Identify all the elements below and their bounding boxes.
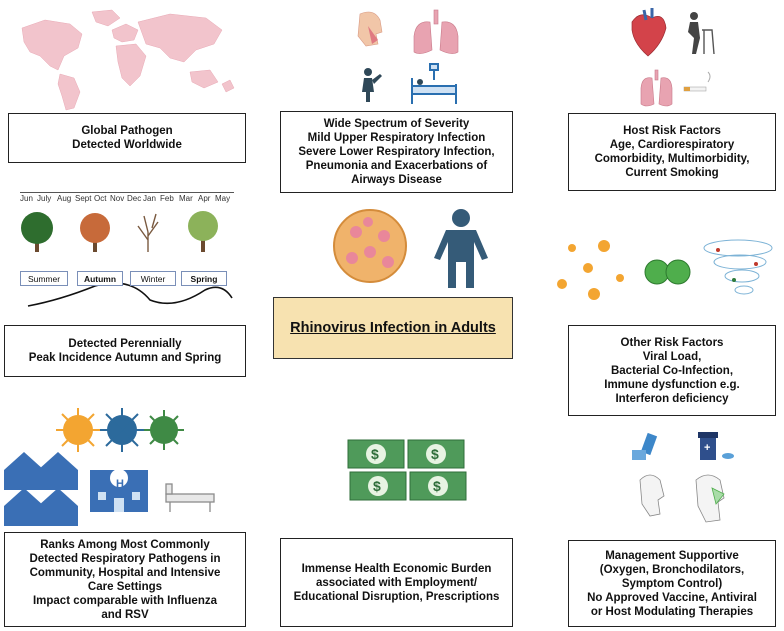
head-profile-icon — [358, 12, 382, 46]
smoker-lungs-icon — [641, 70, 672, 106]
coughing-person-icon — [362, 68, 382, 102]
autumn-tree-icon — [80, 213, 110, 252]
month-label: Mar — [179, 194, 193, 203]
viral-particles-icon — [557, 240, 624, 300]
other-risk-box: Other Risk Factors Viral Load, Bacterial Co-Infection, Immune dysfunction e.g. Interferon deficiency — [568, 325, 776, 416]
perennial-box: Detected Perennially Peak Incidence Autumn and Spring — [4, 325, 246, 377]
orange-virus-icon — [56, 408, 100, 452]
dollar-sign-1: $ — [371, 446, 379, 462]
houses-icon — [4, 452, 78, 526]
bacteria-icon — [645, 260, 690, 284]
month-label: Nov — [110, 194, 125, 203]
summer-tree-icon — [21, 212, 53, 252]
rhinovirus-icon — [334, 210, 406, 282]
month-label: Jun — [20, 194, 33, 203]
season-winter: Winter — [130, 271, 176, 286]
season-autumn: Autumn — [77, 271, 123, 286]
blue-virus-icon — [100, 408, 144, 452]
month-label: May — [215, 194, 231, 203]
month-label: Feb — [160, 194, 174, 203]
month-label: Jan — [143, 194, 156, 203]
season-summer: Summer — [20, 271, 68, 286]
season-spring: Spring — [181, 271, 227, 286]
world-map-icon — [22, 10, 234, 110]
ranks-box: Ranks Among Most Commonly Detected Respiratory Pathogens in Community, Hospital and Intensive Care Settings Impact comparable with Influenza and RSV — [4, 532, 246, 627]
heart-icon — [632, 8, 666, 56]
dollar-sign-2: $ — [431, 446, 439, 462]
month-label: Dec — [127, 194, 142, 203]
winter-tree-icon — [138, 214, 158, 252]
month-label: Oct — [94, 194, 107, 203]
dollar-sign-3: $ — [373, 478, 381, 494]
center-title-box: Rhinovirus Infection in Adults — [273, 297, 513, 359]
oxygen-mask-icon — [696, 475, 724, 522]
month-label: Sept — [75, 194, 92, 203]
plus-sign: + — [704, 442, 711, 454]
inhaler-icon — [632, 433, 657, 460]
cigarette-icon — [684, 72, 710, 91]
host-risk-box: Host Risk Factors Age, Cardiorespiratory Comorbidity, Multimorbidity, Current Smoking — [568, 113, 776, 191]
global-pathogen-box: Global Pathogen Detected Worldwide — [8, 113, 246, 163]
patient-profile-icon — [640, 475, 664, 516]
month-label: Apr — [198, 194, 211, 203]
hospital-building-icon — [90, 469, 148, 512]
management-box: Management Supportive (Oxygen, Bronchodilators, Symptom Control) No Approved Vaccine, Antiviral or Host Modulating Therapies — [568, 540, 776, 627]
money-bills-icon — [348, 440, 466, 500]
dollar-sign-4: $ — [433, 478, 441, 494]
month-label: Aug — [57, 194, 72, 203]
green-virus-icon — [144, 410, 184, 450]
icu-bed-icon — [166, 484, 214, 512]
months-timeline — [20, 192, 234, 207]
economic-burden-box: Immense Health Economic Burden associated with Employment/ Educational Disruption, Prescriptions — [280, 538, 513, 627]
incidence-wave — [28, 283, 232, 306]
interferon-vortex-icon — [704, 240, 772, 294]
month-label: July — [37, 194, 52, 203]
elderly-walker-icon — [688, 12, 714, 54]
adult-person-icon — [434, 209, 488, 288]
hospital-sign: H — [116, 478, 124, 490]
severity-box: Wide Spectrum of Severity Mild Upper Respiratory Infection Severe Lower Respiratory Infection, Pneumonia and Exacerbations of Airways Disease — [280, 111, 513, 193]
hospital-bed-icon — [412, 64, 456, 104]
lungs-icon — [414, 10, 458, 54]
spring-tree-icon — [188, 211, 218, 252]
